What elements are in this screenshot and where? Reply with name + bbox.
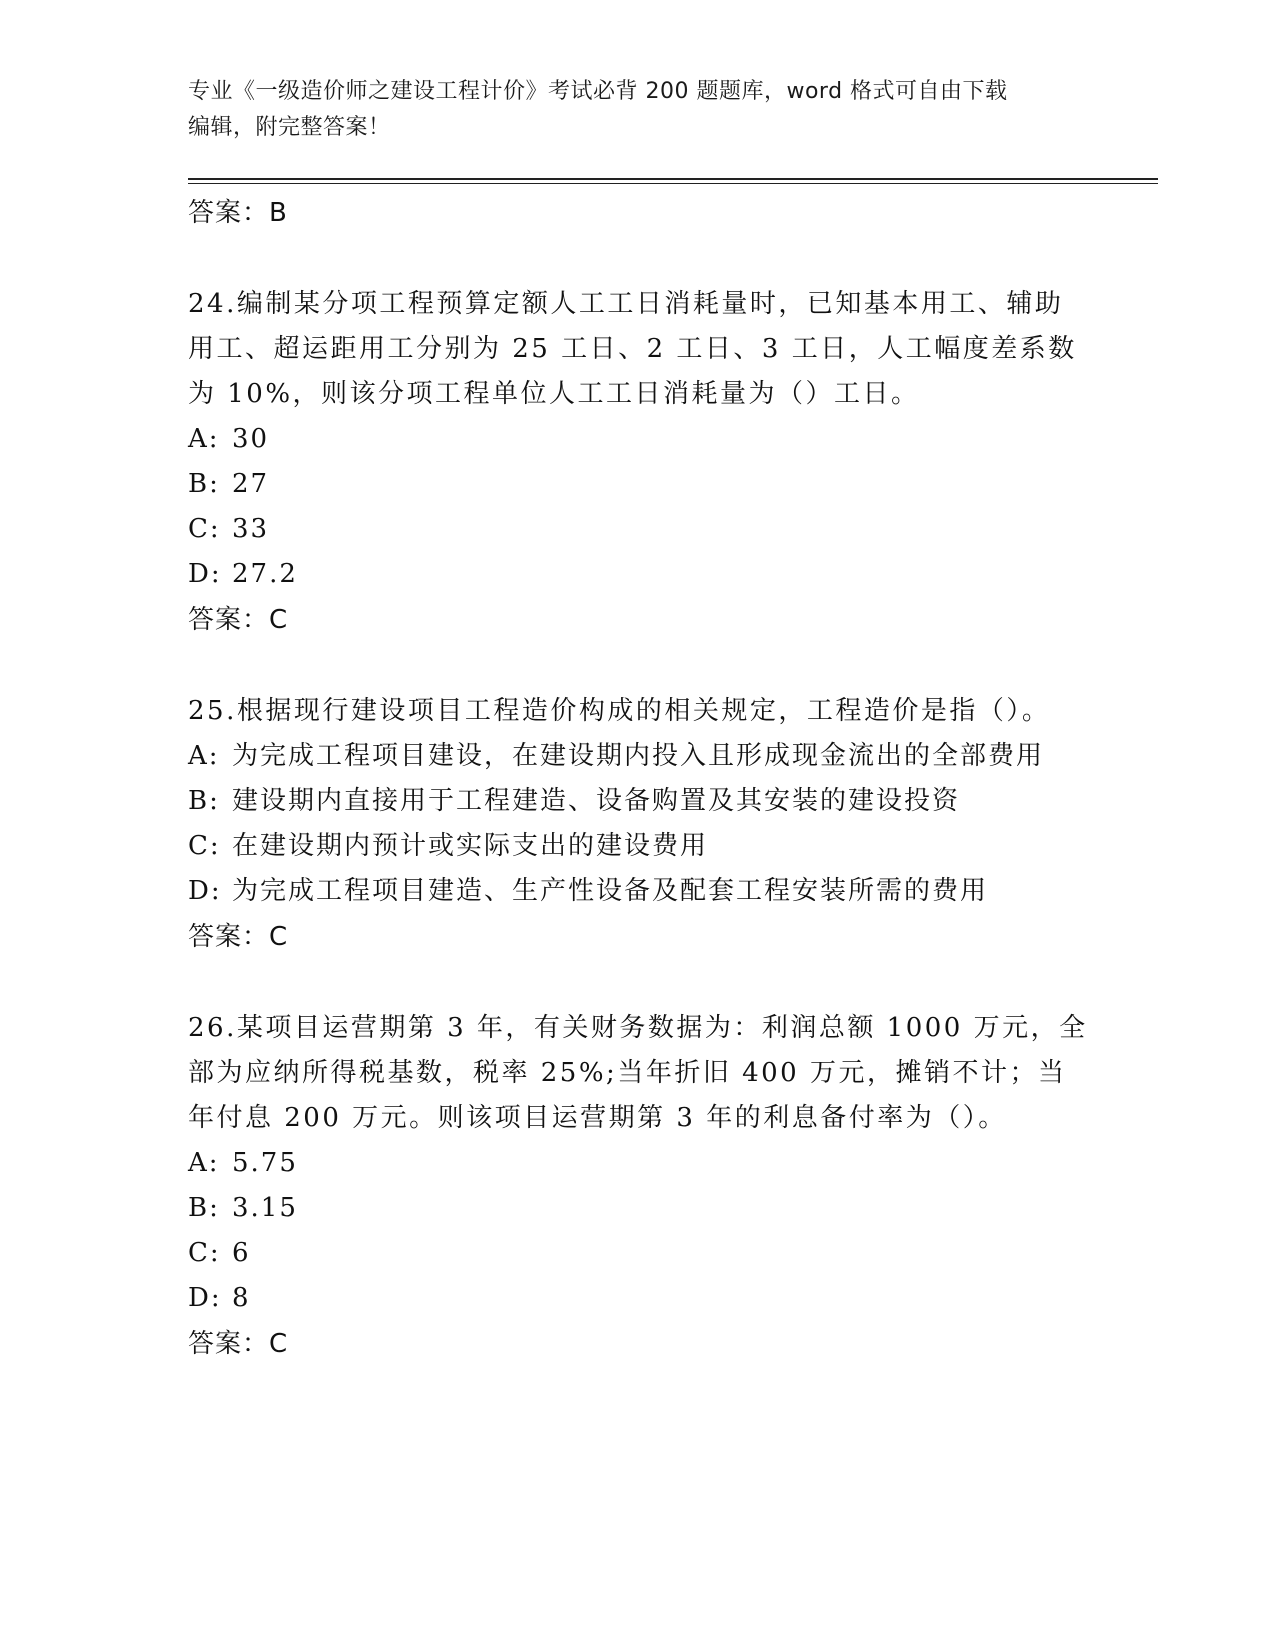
question-block bbox=[188, 689, 1088, 960]
option-label: A: bbox=[188, 424, 220, 454]
question-answer: 答案：C bbox=[188, 1329, 289, 1359]
option-b bbox=[188, 779, 1088, 824]
question-answer: 答案：C bbox=[188, 922, 289, 952]
option-d bbox=[188, 1276, 1088, 1321]
option-b bbox=[188, 1186, 1088, 1231]
option-label: C: bbox=[188, 1238, 221, 1268]
option-text: 30 bbox=[232, 424, 270, 454]
option-text: 6 bbox=[232, 1238, 251, 1268]
previous-answer: 答案：B bbox=[188, 198, 288, 228]
header-divider-thick bbox=[188, 178, 1158, 180]
option-text: 8 bbox=[232, 1283, 251, 1313]
spacer bbox=[188, 960, 1088, 1006]
option-text: 在建设期内预计或实际支出的建设费用 bbox=[232, 831, 709, 861]
option-label: C: bbox=[188, 514, 221, 544]
spacer bbox=[188, 236, 1088, 282]
option-a bbox=[188, 417, 1088, 462]
header-line-1: 专业《一级造价师之建设工程计价》考试必背 200 题题库，word 格式可自由下载 bbox=[188, 79, 1008, 104]
option-text: 33 bbox=[232, 514, 270, 544]
option-text: 5.75 bbox=[232, 1148, 298, 1178]
header-line-2: 编辑，附完整答案！ bbox=[188, 115, 391, 140]
option-label: A: bbox=[188, 741, 220, 771]
option-d bbox=[188, 552, 1088, 597]
question-text: 25.根据现行建设项目工程造价构成的相关规定，工程造价是指（）。 bbox=[188, 696, 1051, 726]
option-label: C: bbox=[188, 831, 221, 861]
option-a bbox=[188, 734, 1088, 779]
question-text: 24.编制某分项工程预算定额人工工日消耗量时，已知基本用工、辅助用工、超运距用工分别为 25 工日、2 工日、3 工日，人工幅度差系数为 10%，则该分项工程单位人工工日消耗量为（）工日。 bbox=[188, 289, 1077, 409]
option-text: 为完成工程项目建设，在建设期内投入且形成现金流出的全部费用 bbox=[232, 741, 1045, 771]
question-block bbox=[188, 282, 1088, 643]
document-body bbox=[188, 190, 1088, 1367]
option-c bbox=[188, 824, 1088, 869]
option-b bbox=[188, 462, 1088, 507]
option-c bbox=[188, 507, 1088, 552]
option-text: 为完成工程项目建造、生产性设备及配套工程安装所需的费用 bbox=[232, 876, 989, 906]
option-label: D: bbox=[188, 559, 222, 589]
option-text: 27.2 bbox=[232, 559, 298, 589]
option-text: 3.15 bbox=[232, 1193, 298, 1223]
option-d bbox=[188, 869, 1088, 914]
spacer bbox=[188, 643, 1088, 689]
option-label: D: bbox=[188, 1283, 222, 1313]
option-label: D: bbox=[188, 876, 222, 906]
header-divider-thin bbox=[188, 183, 1158, 184]
question-block bbox=[188, 1006, 1088, 1367]
question-answer: 答案：C bbox=[188, 605, 289, 635]
option-text: 27 bbox=[232, 469, 270, 499]
document-header bbox=[188, 74, 1078, 146]
option-label: B: bbox=[188, 469, 220, 499]
option-a bbox=[188, 1141, 1088, 1186]
option-label: A: bbox=[188, 1148, 220, 1178]
question-text: 26.某项目运营期第 3 年，有关财务数据为：利润总额 1000 万元，全部为应纳所得税基数，税率 25%;当年折旧 400 万元，摊销不计；当年付息 200 万元。则该项目运营期第 3 年的利息备付率为（）。 bbox=[188, 1013, 1088, 1133]
option-text: 建设期内直接用于工程建造、设备购置及其安装的建设投资 bbox=[232, 786, 961, 816]
option-c bbox=[188, 1231, 1088, 1276]
option-label: B: bbox=[188, 786, 220, 816]
option-label: B: bbox=[188, 1193, 220, 1223]
